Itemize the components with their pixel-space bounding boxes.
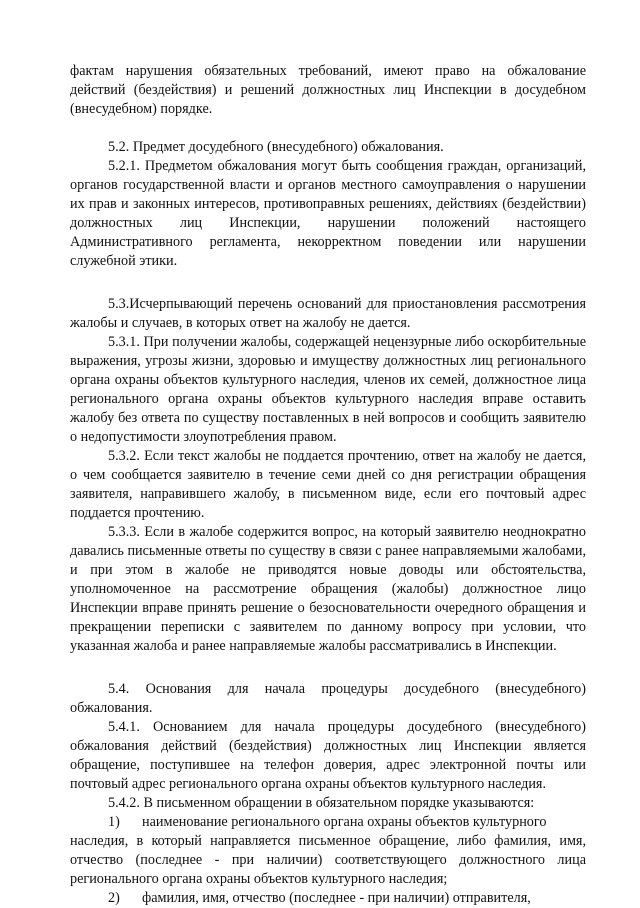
section-5-3-heading: 5.3.Исчерпывающий перечень оснований для приостановления рассмотрения жалобы и случаев, в которых ответ на жалобу не дается.: [70, 296, 586, 331]
list-item-1-continuation: наследия, в который направляется письменное обращение, либо фамилия, имя, отчество (последнее - при наличии) соответствующего должностного лица регионального органа охраны объектов культурного наследия;: [70, 833, 586, 887]
paragraph-5-3-1: 5.3.1. При получении жалобы, содержащей нецензурные либо оскорбительные выражения, угрозы жизни, здоровью и имуществу должностных лиц регионального органа охраны объектов культурного наследия, членов их семей, должностное лица регионального органа охраны объектов культурного наследия вправе оставить жалобу без ответа по существу поставленных в ней вопросов и сообщить заявителю о недопустимости злоупотребления правом.: [70, 334, 586, 445]
section-5-2-heading: 5.2. Предмет досудебного (внесудебного) обжалования.: [108, 139, 444, 155]
paragraph-5-4-1: 5.4.1. Основанием для начала процедуры досудебного (внесудебного) обжалования действий (бездействия) должностных лиц Инспекции является обращение, поступившее на телефон доверия, адрес электронной почты или почтовый адрес регионального органа охраны объектов культурного наследия.: [70, 719, 586, 792]
paragraph-5-4-2: 5.4.2. В письменном обращении в обязательном порядке указываются:: [108, 795, 535, 811]
list-item-2: [70, 889, 586, 908]
paragraph-intro: фактам нарушения обязательных требований, имеют право на обжалование действий (бездействия) и решений должностных лиц Инспекции в досудебном (внесудебном) порядке.: [70, 63, 586, 117]
list-item-text: наименование регионального органа охраны объектов культурного: [142, 814, 547, 830]
list-item-number: 1): [108, 814, 120, 830]
list-item-text: фамилия, имя, отчество (последнее - при наличии) отправителя,: [142, 890, 531, 906]
document-body: [70, 62, 586, 908]
paragraph-5-3-2: 5.3.2. Если текст жалобы не поддается прочтению, ответ на жалобу не дается, о чем сообщается заявителю в течение семи дней со дня регистрации обращения заявителя, направившего жалобу, в письменном виде, если его почтовый адрес поддается прочтению.: [70, 448, 586, 521]
paragraph-5-3-3: 5.3.3. Если в жалобе содержится вопрос, на который заявителю неоднократно давались письменные ответы по существу в связи с ранее направляемыми жалобами, и при этом в жалобе не приводятся новые доводы или обстоятельства, уполномоченное на рассмотрение обращения (жалобы) должностное лицо Инспекции вправе принять решение о безосновательности очередного обращения и прекращении переписки с заявителем по данному вопросу при условии, что указанная жалоба и ранее направляемые жалобы рассматривались в Инспекции.: [70, 524, 586, 654]
list-item-number: 2): [108, 890, 120, 906]
list-item-1: [70, 813, 586, 832]
paragraph-5-2-1: 5.2.1. Предметом обжалования могут быть сообщения граждан, организаций, органов государственной власти и органов местного самоуправления о нарушении их прав и законных интересов, противоправных решениях, действиях (бездействии) должностных лиц Инспекции, нарушении положений настоящего Административного регламента, некорректном поведении или нарушении служебной этики.: [70, 158, 586, 269]
section-5-4-heading: 5.4. Основания для начала процедуры досудебного (внесудебного) обжалования.: [70, 681, 586, 716]
